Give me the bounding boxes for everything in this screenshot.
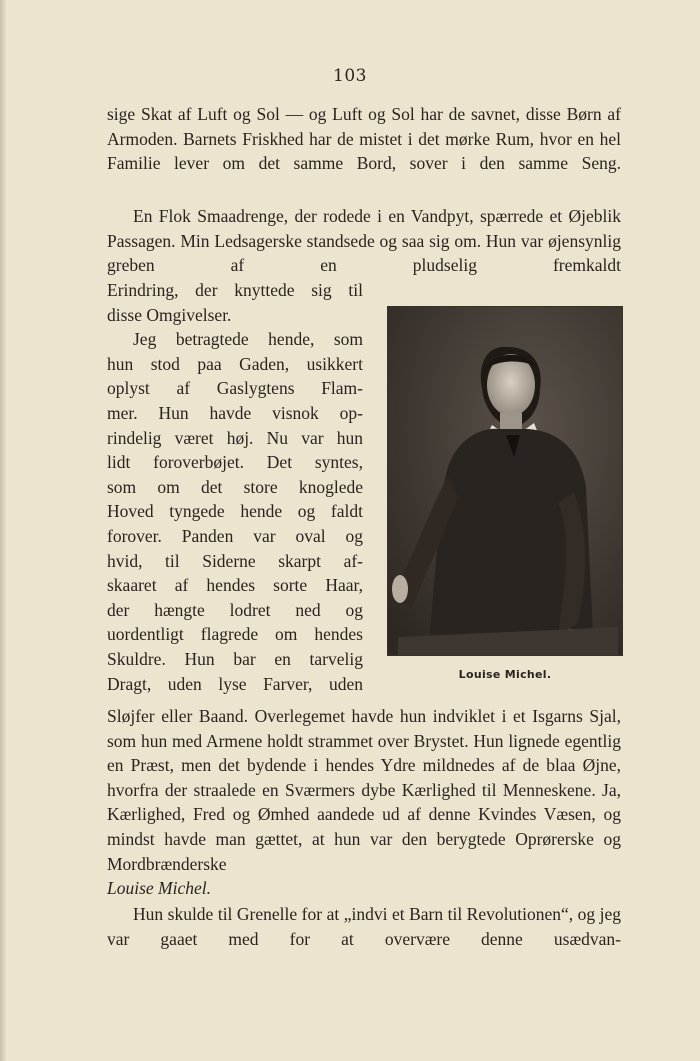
portrait-illustration [388,307,622,655]
narrow-line: mer. Hun havde visnok op- [107,402,363,423]
narrow-line: oplyst af Gaslygtens Flam- [107,378,363,399]
paragraph-3 [107,704,621,876]
paragraph-3-italic-line [107,876,621,901]
portrait-photo [387,306,623,656]
narrow-line: som om det store knoglede [107,476,363,497]
page-number: 103 [333,66,367,86]
narrow-line: Jeg betragtede hende, som [133,329,363,350]
narrow-line: Skuldre. Hun bar en tarvelig [107,648,363,669]
narrow-line: uordentligt flagrede om hendes [107,624,363,645]
narrow-column [107,278,363,696]
narrow-line: hun stod paa Gaden, usikkert [107,353,363,374]
narrow-line: Dragt, uden lyse Farver, uden [107,673,363,694]
italic-name: Louise Michel. [107,878,212,898]
narrow-line: skaaret af hendes sorte Haar, [107,575,363,596]
paragraph-4: Hun skulde til Grenelle for at „indvi et Barn til Revolutionen“, og jeg var gaaet med for at overvære denne usædvan- [107,904,621,949]
narrow-line: Hoved tyngede hende og faldt [107,501,363,522]
narrow-line: hvid, til Siderne skarpt af- [107,550,363,571]
narrow-line: forover. Panden var oval og [107,525,363,546]
paragraph-1: sige Skat af Luft og Sol — og Luft og Sol har de savnet, disse Børn af Armoden. Barnets Friskhed har de mistet i det mørke Rum, hvor en hel Familie lever om det samme Bord, sover i den samme Seng. [107,104,621,174]
paragraph-3-text: Sløjfer eller Baand. Overlegemet havde hun indviklet i et Isgarns Sjal, som hun med Armene holdt strammet over Brystet. Hun lignede egentlig en Præst, men det bydende i hendes Ydre mildnedes af de blaa Øjne, hvorfra der straalede en Sværmers dybe Kærlighed til Menneskene. Ja, Kærlighed, Fred og Ømhed aandede ud af denne Kvindes Væsen, og mindst havde man gættet, at hun var den berygtede Oprørerske og Mordbrænderske [107,706,621,874]
narrow-line: rindelig været høj. Nu var hun [107,427,363,448]
paragraph-2: En Flok Smaadrenge, der rodede i en Vandpyt, spærrede et Øjeblik Passagen. Min Ledsagerske standsede og saa sig om. Hun var øjensynlig greben af en pludselig fremkaldt [107,206,621,276]
narrow-line: disse Omgivelser. [107,304,232,325]
narrow-line: lidt foroverbøjet. Det syntes, [107,452,363,473]
photo-caption: Louise Michel. [458,668,552,681]
page-edge [0,0,6,1061]
narrow-line: Erindring, der knyttede sig til [107,280,363,300]
narrow-line: der hængte lodret ned og [107,599,363,620]
